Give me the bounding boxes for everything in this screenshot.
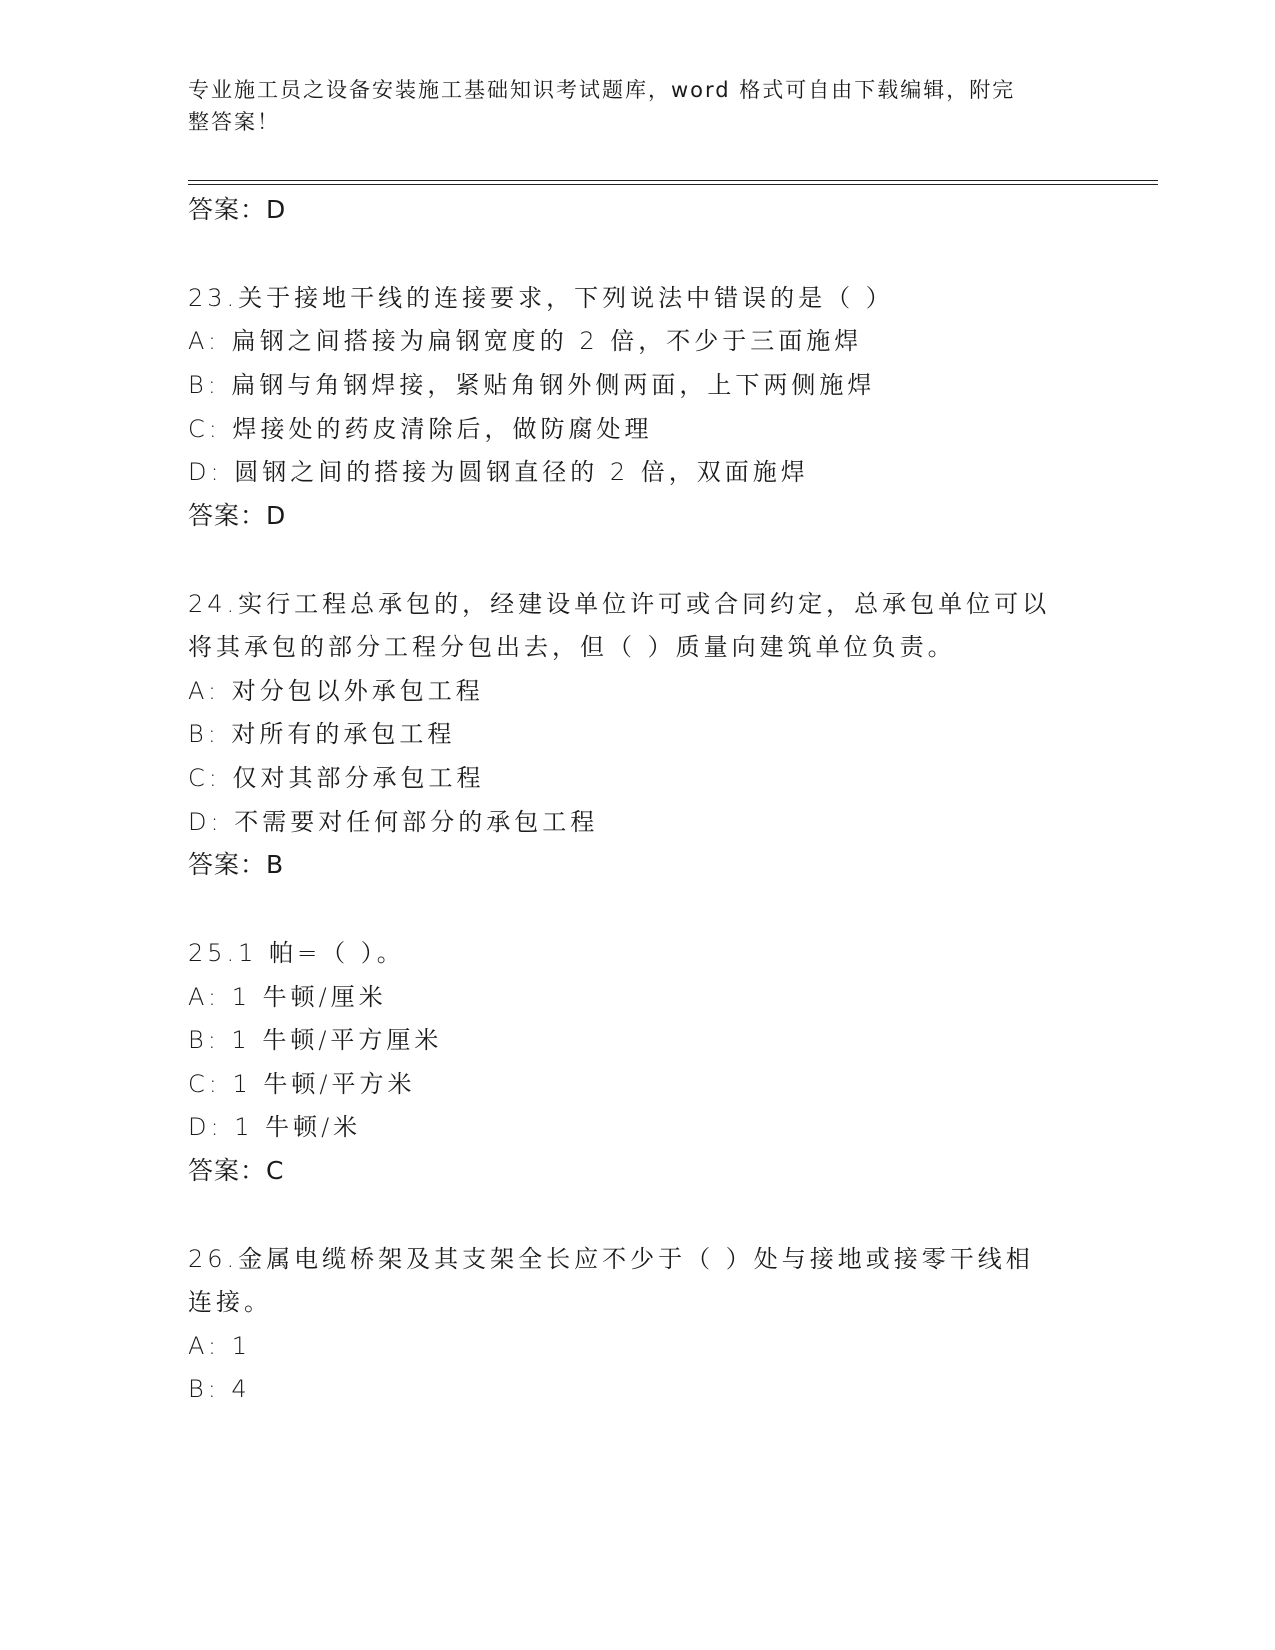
question-25-option-b: B: 1 牛顿/平方厘米 — [188, 1026, 443, 1054]
question-23-option-c: C: 焊接处的药皮清除后，做防腐处理 — [188, 415, 653, 443]
question-26-stem-line-1: 26.金属电缆桥架及其支架全长应不少于（ ）处与接地或接零干线相 — [188, 1245, 1034, 1273]
question-25-option-c: C: 1 牛顿/平方米 — [188, 1070, 416, 1098]
question-26-option-b: B: 4 — [188, 1375, 251, 1403]
question-23-stem: 23.关于接地干线的连接要求，下列说法中错误的是（ ） — [188, 284, 894, 312]
header-divider-bottom — [188, 184, 1158, 185]
question-26-stem-line-2: 连接。 — [188, 1288, 272, 1316]
question-24-option-b: B: 对所有的承包工程 — [188, 720, 456, 748]
question-24-stem-line-1: 24.实行工程总承包的，经建设单位许可或合同约定，总承包单位可以 — [188, 590, 1051, 618]
question-24-option-a: A: 对分包以外承包工程 — [188, 677, 484, 705]
question-25-option-a: A: 1 牛顿/厘米 — [188, 983, 387, 1011]
question-23-option-a: A: 扁钢之间搭接为扁钢宽度的 2 倍，不少于三面施焊 — [188, 327, 863, 355]
header-line-1: 专业施工员之设备安装施工基础知识考试题库，word 格式可自由下载编辑，附完 — [188, 78, 1016, 102]
question-24-option-c: C: 仅对其部分承包工程 — [188, 764, 485, 792]
question-24-option-d: D: 不需要对任何部分的承包工程 — [188, 808, 599, 836]
question-25-answer: 答案：C — [188, 1156, 285, 1185]
header-line-2: 整答案！ — [188, 110, 280, 134]
question-23-answer: 答案：D — [188, 501, 287, 530]
question-25-stem: 25.1 帕=（ ）。 — [188, 939, 405, 967]
question-25-option-d: D: 1 牛顿/米 — [188, 1113, 362, 1141]
header-divider-top — [188, 180, 1158, 181]
question-24-answer: 答案：B — [188, 850, 285, 879]
question-24-stem-line-2: 将其承包的部分工程分包出去，但（ ）质量向建筑单位负责。 — [188, 633, 956, 661]
previous-answer: 答案：D — [188, 195, 287, 224]
question-26-option-a: A: 1 — [188, 1332, 251, 1360]
document-header — [188, 74, 1068, 138]
question-23-option-b: B: 扁钢与角钢焊接，紧贴角钢外侧两面，上下两侧施焊 — [188, 371, 876, 399]
question-23-option-d: D: 圆钢之间的搭接为圆钢直径的 2 倍，双面施焊 — [188, 458, 809, 486]
